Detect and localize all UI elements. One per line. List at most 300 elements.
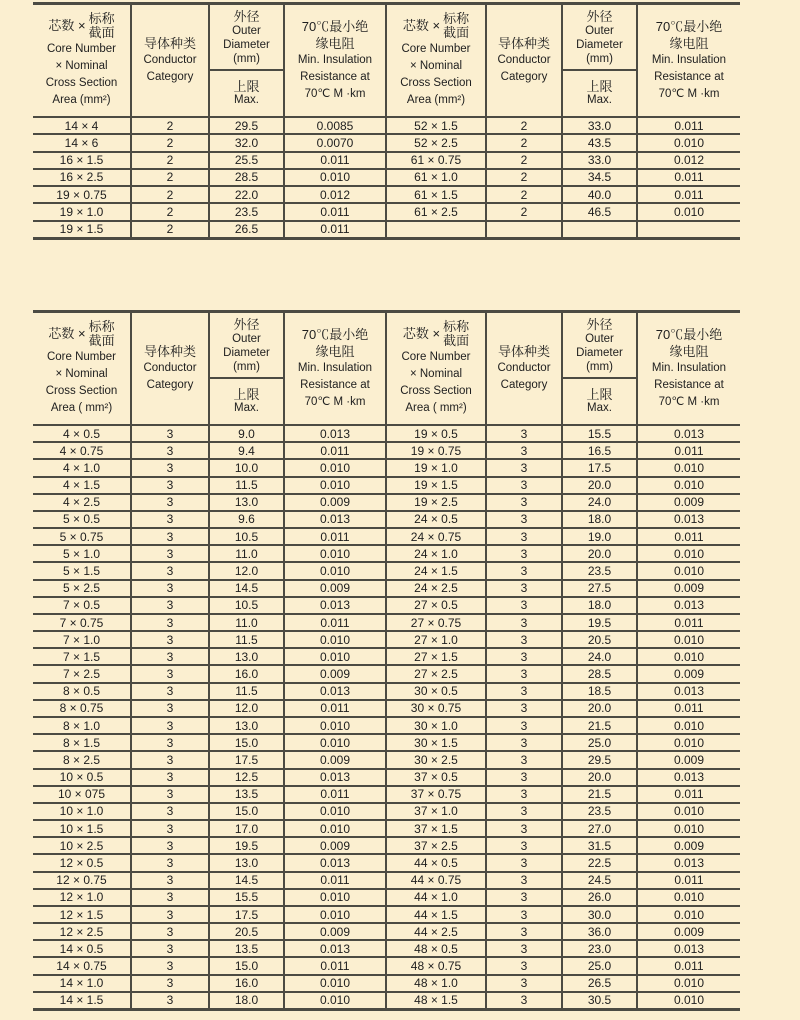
header-outer-diameter [210,5,285,116]
cell-conductor-category: 2 [132,202,210,219]
header-resistance-zh1: 70℃最小绝 [301,327,369,342]
cell-conductor-category: 3 [487,974,563,991]
cell-conductor-category: 3 [487,905,563,922]
cell-conductor-category: 3 [132,819,210,836]
cell-min-insulation-resistance: 0.009 [638,493,740,510]
cell-core-spec: 37 × 0.75 [387,785,487,802]
header-limit-zh: 上限 [586,387,613,402]
cell-conductor-category: 3 [487,819,563,836]
cell-min-insulation-resistance: 0.010 [285,458,387,475]
header-diameter-en3: (mm) [586,360,613,373]
cell-min-insulation-resistance: 0.010 [285,544,387,561]
cell-min-insulation-resistance: 0.011 [638,699,740,716]
header-resistance-en2: Resistance at [654,71,724,83]
cell-conductor-category: 3 [132,716,210,733]
header-resistance-en3: 70℃ M ·km [304,396,366,408]
cell-min-insulation-resistance: 0.011 [638,527,740,544]
header-core-spec-en1: Core Number [401,351,471,363]
cell-min-insulation-resistance: 0.009 [285,836,387,853]
cell-core-spec: 4 × 0.75 [33,441,132,458]
cell-min-insulation-resistance: 0.0085 [285,116,387,133]
cell-min-insulation-resistance: 0.010 [285,819,387,836]
cell-conductor-category: 3 [487,424,563,441]
cell-min-insulation-resistance: 0.011 [285,699,387,716]
header-outer-diameter [563,313,638,424]
cell-min-insulation-resistance: 0.013 [285,596,387,613]
cell-min-insulation-resistance: 0.010 [638,819,740,836]
cell-outer-diameter-max: 20.5 [563,630,638,647]
cell-outer-diameter-max: 10.0 [210,458,285,475]
cell-core-spec: 24 × 1.0 [387,544,487,561]
cell-conductor-category: 3 [132,424,210,441]
cell-outer-diameter-max: 24.5 [563,871,638,888]
cell-min-insulation-resistance: 0.011 [638,956,740,973]
cell-core-spec: 7 × 0.75 [33,613,132,630]
cell-min-insulation-resistance: 0.013 [285,768,387,785]
cell-outer-diameter-max: 22.0 [210,185,285,202]
cell-conductor-category: 3 [132,768,210,785]
cell-conductor-category: 3 [132,458,210,475]
header-core-spec-en3: Cross Section [400,77,472,89]
cell-min-insulation-resistance: 0.011 [285,613,387,630]
cell-core-spec: 8 × 0.5 [33,682,132,699]
cell-outer-diameter-max: 11.0 [210,613,285,630]
cell-core-spec: 48 × 0.5 [387,939,487,956]
cell-core-spec: 61 × 0.75 [387,151,487,168]
cell-conductor-category [487,220,563,237]
header-resistance-en1: Min. Insulation [651,362,727,374]
cell-conductor-category: 3 [132,750,210,767]
cell-min-insulation-resistance: 0.013 [285,939,387,956]
cell-conductor-category: 3 [132,871,210,888]
header-resistance-en3: 70℃ M ·km [658,396,720,408]
header-core-spec-en2: × Nominal [55,368,108,380]
cell-conductor-category: 3 [132,613,210,630]
header-resistance-zh2: 缘电阻 [669,344,709,359]
header-insulation-resistance [638,313,740,424]
cell-conductor-category: 3 [132,493,210,510]
cell-min-insulation-resistance: 0.009 [285,664,387,681]
cell-min-insulation-resistance: 0.009 [638,922,740,939]
cell-core-spec: 48 × 1.0 [387,974,487,991]
cell-core-spec: 12 × 2.5 [33,922,132,939]
header-core-spec-area: Area ( mm²) [405,402,467,414]
cell-outer-diameter-max: 30.0 [563,905,638,922]
cell-core-spec: 19 × 2.5 [387,493,487,510]
cell-conductor-category: 3 [132,441,210,458]
cell-core-spec: 37 × 0.5 [387,768,487,785]
cell-conductor-category: 3 [132,785,210,802]
cell-outer-diameter-max: 23.5 [563,802,638,819]
cell-min-insulation-resistance: 0.013 [285,853,387,870]
header-upper-limit [563,71,636,116]
header-limit-en: Max. [234,402,259,414]
cell-min-insulation-resistance: 0.010 [638,458,740,475]
cell-min-insulation-resistance: 0.013 [638,424,740,441]
header-core-spec [33,313,132,424]
cell-min-insulation-resistance: 0.009 [638,664,740,681]
cell-core-spec: 24 × 2.5 [387,579,487,596]
header-outer-diameter-top [563,5,636,71]
cell-min-insulation-resistance: 0.013 [638,596,740,613]
cell-outer-diameter-max: 12.0 [210,699,285,716]
cell-outer-diameter-max: 24.0 [563,493,638,510]
header-core-spec-en1: Core Number [401,43,471,55]
cell-conductor-category: 3 [132,510,210,527]
cell-min-insulation-resistance: 0.009 [285,750,387,767]
cell-outer-diameter-max: 17.0 [210,819,285,836]
cell-outer-diameter-max: 17.5 [210,750,285,767]
cell-outer-diameter-max: 10.5 [210,527,285,544]
header-conductor-zh: 导体种类 [143,36,196,51]
cell-core-spec [387,220,487,237]
cell-outer-diameter-max: 12.5 [210,768,285,785]
cell-conductor-category: 2 [132,220,210,237]
cell-outer-diameter-max: 11.5 [210,476,285,493]
cell-outer-diameter-max: 28.5 [210,168,285,185]
header-conductor-en1: Conductor [143,54,197,66]
cell-core-spec: 5 × 0.5 [33,510,132,527]
cell-core-spec: 4 × 1.0 [33,458,132,475]
cell-min-insulation-resistance: 0.013 [638,768,740,785]
cell-conductor-category: 3 [132,647,210,664]
header-resistance-en1: Min. Insulation [297,54,373,66]
cell-outer-diameter-max: 36.0 [563,922,638,939]
cell-min-insulation-resistance: 0.010 [638,802,740,819]
cell-conductor-category: 3 [487,510,563,527]
cell-core-spec: 61 × 1.5 [387,185,487,202]
cell-outer-diameter-max: 15.0 [210,733,285,750]
cell-outer-diameter-max: 34.5 [563,168,638,185]
cell-min-insulation-resistance: 0.011 [638,116,740,133]
cell-core-spec: 19 × 0.75 [33,185,132,202]
cell-conductor-category: 2 [487,133,563,150]
cell-core-spec: 12 × 1.0 [33,888,132,905]
header-resistance-en2: Resistance at [300,379,370,391]
header-limit-zh: 上限 [233,387,260,402]
cell-conductor-category: 3 [132,682,210,699]
cell-min-insulation-resistance: 0.009 [285,493,387,510]
cell-min-insulation-resistance: 0.010 [285,561,387,578]
cell-outer-diameter-max: 13.0 [210,647,285,664]
cell-core-spec: 7 × 1.5 [33,647,132,664]
cell-conductor-category: 2 [487,151,563,168]
cell-conductor-category: 3 [132,544,210,561]
cell-core-spec: 14 × 6 [33,133,132,150]
cell-core-spec: 19 × 0.5 [387,424,487,441]
header-outer-diameter [210,313,285,424]
cell-conductor-category: 3 [487,596,563,613]
cell-outer-diameter-max: 13.0 [210,853,285,870]
cell-min-insulation-resistance: 0.009 [638,836,740,853]
cell-min-insulation-resistance: 0.009 [285,579,387,596]
cell-min-insulation-resistance: 0.011 [285,785,387,802]
cell-outer-diameter-max: 17.5 [563,458,638,475]
cell-core-spec: 48 × 1.5 [387,991,487,1008]
header-resistance-zh2: 缘电阻 [315,36,355,51]
cell-outer-diameter-max: 9.4 [210,441,285,458]
cell-conductor-category: 3 [487,733,563,750]
cell-conductor-category: 2 [132,133,210,150]
header-conductor-category [132,313,210,424]
cell-outer-diameter-max: 22.5 [563,853,638,870]
cell-min-insulation-resistance: 0.010 [638,202,740,219]
cell-min-insulation-resistance: 0.010 [285,974,387,991]
spec-table-top [33,2,740,240]
cell-outer-diameter-max: 19.5 [210,836,285,853]
cell-core-spec: 14 × 0.5 [33,939,132,956]
cell-outer-diameter-max: 18.0 [563,510,638,527]
cell-conductor-category: 3 [132,596,210,613]
cell-outer-diameter-max: 13.0 [210,716,285,733]
cell-min-insulation-resistance: 0.010 [638,544,740,561]
cell-outer-diameter-max: 20.0 [563,768,638,785]
cell-outer-diameter-max: 26.5 [563,974,638,991]
header-conductor-en1: Conductor [143,362,197,374]
cell-outer-diameter-max: 33.0 [563,116,638,133]
cell-min-insulation-resistance: 0.010 [285,476,387,493]
header-core-spec-chinese: 芯数 × 标称 截面 [402,319,470,348]
cell-core-spec: 4 × 0.5 [33,424,132,441]
header-conductor-en1: Conductor [497,54,551,66]
cell-min-insulation-resistance: 0.011 [285,527,387,544]
cell-core-spec: 4 × 1.5 [33,476,132,493]
cell-core-spec: 16 × 1.5 [33,151,132,168]
cell-core-spec: 12 × 1.5 [33,905,132,922]
header-resistance-en1: Min. Insulation [297,362,373,374]
cell-min-insulation-resistance: 0.011 [638,441,740,458]
cell-min-insulation-resistance: 0.010 [638,888,740,905]
cell-outer-diameter-max: 9.6 [210,510,285,527]
cell-outer-diameter-max: 16.5 [563,441,638,458]
cell-min-insulation-resistance: 0.011 [638,168,740,185]
cell-conductor-category: 3 [132,956,210,973]
cell-conductor-category: 3 [487,716,563,733]
cell-core-spec: 27 × 0.75 [387,613,487,630]
cell-outer-diameter-max: 13.0 [210,493,285,510]
cell-min-insulation-resistance: 0.012 [638,151,740,168]
cell-conductor-category: 2 [132,168,210,185]
cell-core-spec: 52 × 1.5 [387,116,487,133]
cell-core-spec: 12 × 0.5 [33,853,132,870]
cell-core-spec: 61 × 1.0 [387,168,487,185]
cell-conductor-category: 3 [487,802,563,819]
cell-outer-diameter-max: 20.5 [210,922,285,939]
header-insulation-resistance [285,313,387,424]
header-resistance-en3: 70℃ M ·km [304,88,366,100]
header-core-spec [387,5,487,116]
header-diameter-en3: (mm) [233,52,260,65]
header-outer-diameter [563,5,638,116]
cell-min-insulation-resistance: 0.011 [638,871,740,888]
cell-core-spec: 27 × 1.0 [387,630,487,647]
cell-core-spec: 7 × 1.0 [33,630,132,647]
cell-min-insulation-resistance: 0.011 [285,220,387,237]
cell-outer-diameter-max [563,220,638,237]
header-diameter-en1: Outer [585,24,614,37]
cell-outer-diameter-max: 20.0 [563,476,638,493]
cell-conductor-category: 3 [487,699,563,716]
cell-core-spec: 44 × 0.5 [387,853,487,870]
header-core-spec [387,313,487,424]
header-core-spec-en2: × Nominal [55,60,108,72]
cell-min-insulation-resistance: 0.010 [638,647,740,664]
cell-min-insulation-resistance: 0.012 [285,185,387,202]
cell-min-insulation-resistance: 0.013 [285,510,387,527]
cell-conductor-category: 2 [487,116,563,133]
cell-core-spec: 8 × 0.75 [33,699,132,716]
header-diameter-en1: Outer [232,24,261,37]
cell-outer-diameter-max: 29.5 [563,750,638,767]
header-resistance-zh1: 70℃最小绝 [655,327,723,342]
cell-min-insulation-resistance: 0.010 [285,168,387,185]
cell-core-spec: 30 × 0.5 [387,682,487,699]
cell-conductor-category: 3 [487,476,563,493]
cell-conductor-category: 2 [487,168,563,185]
cell-core-spec: 8 × 2.5 [33,750,132,767]
cell-core-spec: 19 × 1.5 [387,476,487,493]
cell-core-spec: 30 × 0.75 [387,699,487,716]
header-core-spec-en3: Cross Section [45,385,118,397]
cell-min-insulation-resistance: 0.013 [638,682,740,699]
cell-outer-diameter-max: 19.5 [563,613,638,630]
cell-conductor-category: 3 [487,939,563,956]
header-diameter-en3: (mm) [586,52,613,65]
header-conductor-category [487,5,563,116]
cell-core-spec: 44 × 1.0 [387,888,487,905]
header-resistance-zh1: 70℃最小绝 [655,19,723,34]
cell-core-spec: 30 × 1.5 [387,733,487,750]
cell-outer-diameter-max: 46.5 [563,202,638,219]
cell-outer-diameter-max: 27.0 [563,819,638,836]
cell-core-spec: 10 × 1.0 [33,802,132,819]
header-limit-en: Max. [587,94,612,106]
cell-conductor-category: 3 [132,836,210,853]
header-core-spec-en2: × Nominal [409,60,463,72]
cell-conductor-category: 3 [132,853,210,870]
cell-core-spec: 4 × 2.5 [33,493,132,510]
cell-core-spec: 10 × 0.5 [33,768,132,785]
cell-outer-diameter-max: 11.5 [210,682,285,699]
cell-outer-diameter-max: 26.0 [563,888,638,905]
header-core-spec-en3: Cross Section [45,77,118,89]
cell-min-insulation-resistance: 0.009 [285,922,387,939]
cell-outer-diameter-max: 21.5 [563,716,638,733]
header-outer-diameter-top [563,313,636,379]
header-resistance-en2: Resistance at [300,71,370,83]
cell-outer-diameter-max: 15.5 [563,424,638,441]
cell-conductor-category: 3 [487,888,563,905]
cell-core-spec: 19 × 1.0 [387,458,487,475]
header-core-spec-area: Area ( mm²) [50,402,113,414]
header-core-spec-en1: Core Number [46,351,117,363]
cell-conductor-category: 3 [487,613,563,630]
cell-core-spec: 37 × 2.5 [387,836,487,853]
cell-core-spec: 10 × 1.5 [33,819,132,836]
cell-conductor-category: 3 [132,974,210,991]
cell-core-spec: 44 × 1.5 [387,905,487,922]
cell-core-spec: 5 × 0.75 [33,527,132,544]
header-diameter-zh: 外径 [233,316,260,332]
cell-outer-diameter-max: 14.5 [210,871,285,888]
cell-min-insulation-resistance: 0.013 [638,853,740,870]
cell-conductor-category: 3 [487,561,563,578]
cell-outer-diameter-max: 10.5 [210,596,285,613]
cell-core-spec: 30 × 2.5 [387,750,487,767]
cell-core-spec: 44 × 0.75 [387,871,487,888]
header-core-spec-chinese: 芯数 × 标称 截面 [402,11,470,40]
cell-min-insulation-resistance: 0.011 [638,185,740,202]
cell-core-spec: 12 × 0.75 [33,871,132,888]
cell-outer-diameter-max: 21.5 [563,785,638,802]
cell-outer-diameter-max: 15.0 [210,802,285,819]
cell-min-insulation-resistance: 0.011 [285,956,387,973]
cell-conductor-category: 3 [487,630,563,647]
cell-core-spec: 5 × 1.5 [33,561,132,578]
header-upper-limit [210,379,283,424]
cell-min-insulation-resistance: 0.010 [638,905,740,922]
cell-conductor-category: 3 [132,733,210,750]
cell-conductor-category: 2 [132,116,210,133]
header-upper-limit [563,379,636,424]
cell-outer-diameter-max: 12.0 [210,561,285,578]
header-diameter-zh: 外径 [586,316,613,332]
cell-conductor-category: 3 [132,561,210,578]
header-upper-limit [210,71,283,116]
cell-core-spec: 8 × 1.0 [33,716,132,733]
cell-min-insulation-resistance [638,220,740,237]
cell-min-insulation-resistance: 0.010 [638,974,740,991]
cell-core-spec: 14 × 1.5 [33,991,132,1008]
cell-conductor-category: 3 [132,699,210,716]
header-diameter-en3: (mm) [233,360,260,373]
header-conductor-en2: Category [146,71,194,83]
cell-min-insulation-resistance: 0.010 [285,905,387,922]
cell-outer-diameter-max: 16.0 [210,664,285,681]
cell-outer-diameter-max: 27.5 [563,579,638,596]
header-resistance-zh2: 缘电阻 [669,36,709,51]
cell-core-spec: 19 × 0.75 [387,441,487,458]
header-insulation-resistance [638,5,740,116]
header-diameter-en2: Diameter [576,346,623,359]
header-core-spec-en1: Core Number [46,43,117,55]
cell-min-insulation-resistance: 0.013 [638,939,740,956]
header-conductor-zh: 导体种类 [497,36,550,51]
cell-outer-diameter-max: 23.5 [563,561,638,578]
cell-min-insulation-resistance: 0.010 [638,733,740,750]
cell-core-spec: 8 × 1.5 [33,733,132,750]
cell-conductor-category: 3 [487,527,563,544]
cell-conductor-category: 3 [487,853,563,870]
cell-conductor-category: 2 [132,151,210,168]
header-core-spec-en3: Cross Section [400,385,472,397]
cell-core-spec: 44 × 2.5 [387,922,487,939]
cell-min-insulation-resistance: 0.009 [638,579,740,596]
cell-outer-diameter-max: 31.5 [563,836,638,853]
cell-conductor-category: 3 [132,991,210,1008]
cell-core-spec: 27 × 0.5 [387,596,487,613]
cell-outer-diameter-max: 30.5 [563,991,638,1008]
cell-core-spec: 24 × 0.5 [387,510,487,527]
cell-outer-diameter-max: 11.0 [210,544,285,561]
cell-core-spec: 24 × 0.75 [387,527,487,544]
cell-conductor-category: 2 [487,202,563,219]
cell-conductor-category: 3 [487,458,563,475]
cell-outer-diameter-max: 29.5 [210,116,285,133]
cell-conductor-category: 3 [487,768,563,785]
header-conductor-zh: 导体种类 [497,344,550,359]
cell-core-spec: 7 × 0.5 [33,596,132,613]
